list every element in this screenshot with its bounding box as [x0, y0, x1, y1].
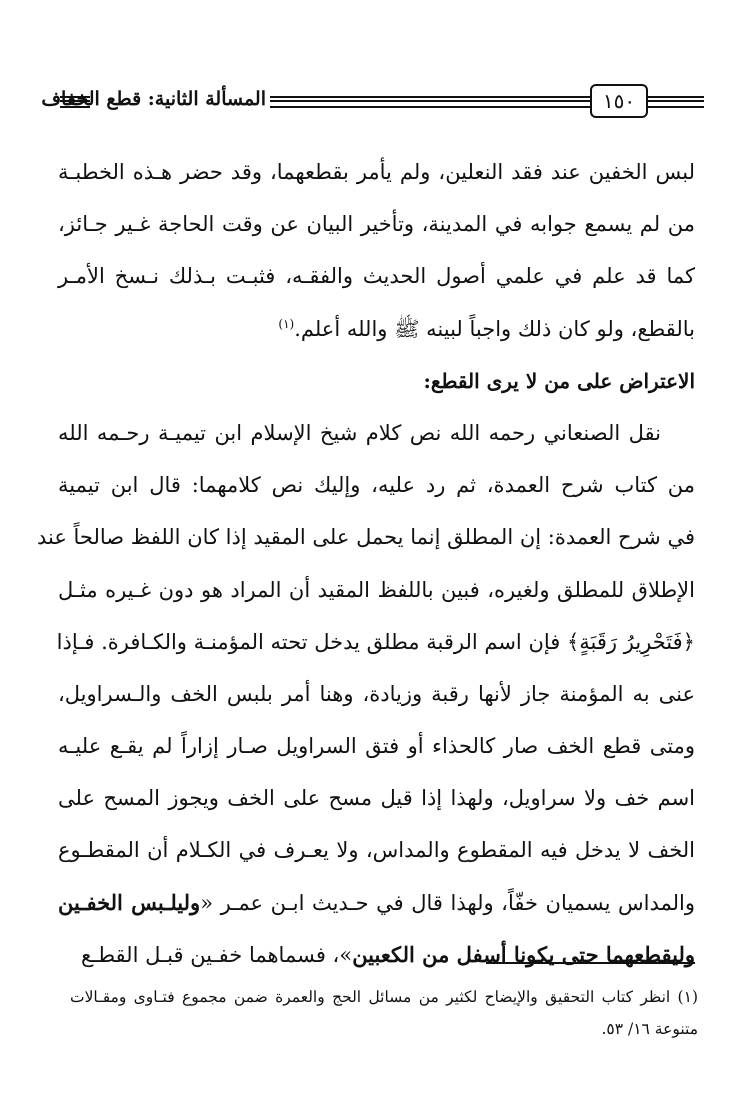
- text-line: اسم خف ولا سراويل، ولهذا إذا قيل مسح على الخف ويجوز المسح على: [58, 786, 695, 811]
- text-line: [58, 929, 695, 981]
- text-line: ﴿فَتَحْرِيرُ رَقَبَةٍ﴾ فإن اسم الرقبة مطلق يدخل تحته المؤمنـة والكـافرة. فـإذا: [56, 629, 695, 654]
- text-span: بالقطع، ولو كان ذلك واجباً لبينه ﷺ والله أعلم.: [294, 316, 695, 341]
- text-line: عنى به المؤمنة جاز لأنها رقبة وزيادة، وهنا أمر بلبس الخف والـسراويل،: [58, 681, 695, 706]
- running-header: [41, 84, 700, 118]
- text-line: من كتاب شرح العمدة، ثم رد عليه، وإليك نص كلامهما: قال ابن تيمية: [58, 473, 695, 498]
- text-span: والمداس يسميان خفّاً، ولهذا قال في حـديث ابـن عمـر «: [200, 890, 695, 915]
- hadith-quote: وليقطعهما حتى يكونا أسفل من الكعبين: [352, 941, 695, 967]
- footnote-line: (١) انظر كتاب التحقيق والإيضاح لكثير من مسائل الحج والعمرة ضمن مجموع فتـاوى ومقـالات: [70, 988, 698, 1006]
- text-line: [58, 303, 695, 355]
- header-ornament-right: [644, 96, 704, 108]
- text-line: كما قد علم في علمي أصول الحديث والفقـه، فثبـت بـذلك نـسخ الأمـر: [58, 264, 695, 289]
- running-title: المسألة الثانية: قطع الخفاف: [41, 88, 266, 110]
- footnote-separator: [486, 962, 695, 964]
- header-ornament-left: [60, 96, 90, 108]
- text-line: [58, 877, 695, 929]
- hadith-quote: وليلـبس الخفـين: [58, 889, 201, 915]
- section-heading: الاعتراض على من لا يرى القطع:: [423, 368, 695, 393]
- text-line: الخف لا يدخل فيه المقطوع والمداس، ولا يعـرف في الكـلام أن المقطـوع: [58, 838, 695, 863]
- page-number: ١٥٠: [590, 84, 648, 118]
- text-line: في شرح العمدة: إن المطلق إنما يحمل على المقيد إذا كان اللفظ صالحاً عند: [36, 525, 695, 550]
- text-line: من لم يسمع جوابه في المدينة، وتأخير البيان عن وقت الحاجة غـير جـائز،: [58, 212, 695, 237]
- text-line: لبس الخفين عند فقد النعلين، ولم يأمر بقطعهما، وقد حضر هـذه الخطبـة: [58, 160, 695, 184]
- footnote-line: متنوعة ١٦/ ٥٣.: [601, 1020, 698, 1038]
- text-line: ومتى قطع الخف صار كالحذاء أو فتق السراويل صـار إزاراً لم يقـع عليـه: [58, 734, 695, 759]
- text-span: »، فسماهما خفـين قبـل القطـع: [81, 942, 353, 967]
- footnote: [70, 982, 698, 1046]
- text-line: نقل الصنعاني رحمه الله نص كلام شيخ الإسلام ابن تيميـة رحـمه الله: [58, 420, 661, 445]
- text-line: الإطلاق للمطلق ولغيره، فبين باللفظ المقيد أن المراد هو دون غـيره مثـل: [58, 577, 695, 602]
- footnote-marker: (١): [278, 316, 295, 331]
- header-ornament-middle: [270, 96, 590, 108]
- body-text: [36, 146, 695, 981]
